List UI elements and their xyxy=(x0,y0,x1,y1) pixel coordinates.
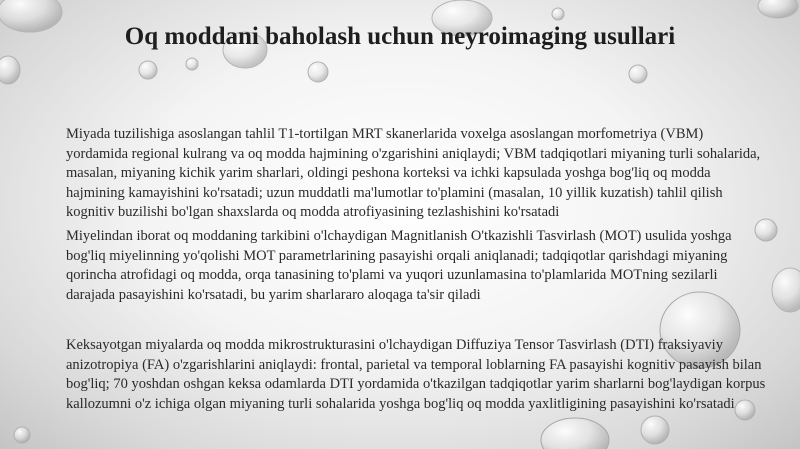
paragraph-vbm: Miyada tuzilishiga asoslangan tahlil T1-tortilgan MRT skanerlarida voxelga asoslangan morfometriya (VBM) yordamida regional kulrang va oq modda hajmining o'zgarishini aniqlaydi; VBM tadqiqotlari miyaning turli sohalarida, masalan, miyaning kichik yarim sharlari, oldingi peshona korteksi va ichki kapsulada yoshga bog'liq oq modda hajmining kamayishini ko'rsatadi; uzun muddatli ma'lumotlar to'plamini (masalan, 10 yillik kuzatish) tahlil qilish kognitiv buzilishi bo'lgan shaxslarda oq modda atrofiyasining tezlashishini ko'rsatadi xyxy=(66,126,761,221)
paragraph-mot: Miyelindan iborat oq moddaning tarkibini o'lchaydigan Magnitlanish O'tkazishli Tasvirlash (MOT) usulida yoshga bog'liq miyelinning yo'qolishi MOT parametrlarining pasayishi orqali aniqlanadi; tadqiqotlar qarishdagi miyaning qorincha atrofidagi oq modda, orqa tanasining to'plami va yuqori uzunlamasina to'plamlarida MOTning sezilarli darajada pasayishini ko'rsatadi, bu yarim sharlararo aloqaga ta'sir qiladi xyxy=(66,228,732,303)
slide-title: Oq moddani baholash uchun neyroimaging usullari xyxy=(124,23,676,50)
paragraph-dti: Keksayotgan miyalarda oq modda mikrostrukturasini o'lchaydigan Diffuziya Tensor Tasvirlash (DTI) fraksiyaviy anizotropiya (FA) o'zgarishlarini aniqlaydi: frontal, parietal va temporal loblarning FA pasayishi kognitiv pasayish bilan bog'liq; 70 yoshdan oshgan keksa odamlarda DTI yordamida o'tkazilgan tadqiqotlar yarim sharlarni bog'laydigan korpus kallozumni o'z ichiga olgan miyaning turli sohalarida yoshga bog'liq oq modda yaxlitligining pasayishini ko'rsatadi xyxy=(66,337,766,412)
